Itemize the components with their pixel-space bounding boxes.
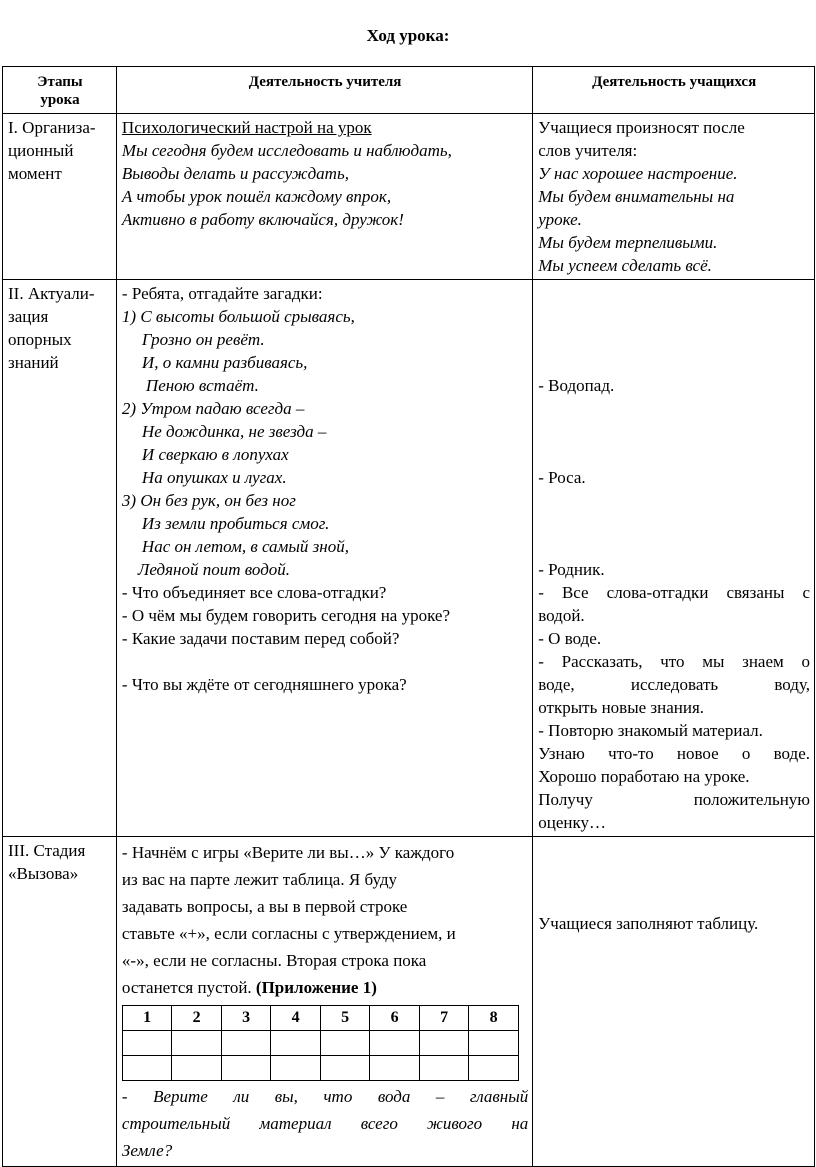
- header-students: Деятельность учащихся: [533, 67, 815, 114]
- students-cell: - Водопад. - Роса. - Родник. - Все слова-отгадки связаны с водой. - О воде. - Рассказать, что мы знаем о воде, исследовать воду, открыть новые знания. - Повторю знакомый материал. Узнаю что-то новое о воде. Хорошо поработаю на уроке. Получу положительную оценку…: [533, 280, 815, 837]
- header-teacher: Деятельность учителя: [116, 67, 532, 114]
- teacher-cell: Психологический настрой на урок Мы сегодня будем исследовать и наблюдать, Выводы делать и рассуждать, А чтобы урок пошёл каждому впрок, Активно в работу включайся, дружок!: [116, 114, 532, 280]
- teacher-cell: - Ребята, отгадайте загадки: 1) С высоты большой срываясь, Грозно он ревёт. И, о камни разбиваясь, Пеною встаёт. 2) Утром падаю всегда – Не дождинка, не звезда – И сверкаю в лопухах На опушках и лугах. 3) Он без рук, он без ног Из земли пробиться смог. Нас он летом, в самый зной, Ледяной поит водой. - Что объединяет все слова-отгадки? - О чём мы будем говорить сегодня на уроке? - Какие задачи поставим перед собой? - Что вы ждёте от сегодняшнего урока?: [116, 280, 532, 837]
- answer-grid: [122, 1005, 519, 1081]
- page-title: Ход урока:: [366, 26, 450, 45]
- grid-empty-row: [122, 1031, 518, 1056]
- appendix-ref: (Приложение 1): [255, 978, 377, 997]
- grid-empty-row: [122, 1056, 518, 1081]
- table-row: [3, 114, 815, 280]
- stage-cell: I. Организа- ционный момент: [3, 114, 117, 280]
- table-row: [3, 280, 815, 837]
- teacher-cell: - Начнём с игры «Верите ли вы…» У каждого из вас на парте лежит таблица. Я буду задавать вопросы, а вы в первой строке ставьте «+», если согласны с утверждением, и «-», если не согласны. Вторая строка пока останется пустой. (Приложение 1) 1 2 3 4 5 6 7 8 - Верите ли вы, что вода – главный строительный материал всего живого на Земле?: [116, 837, 532, 1167]
- stage-cell: III. Стадия «Вызова»: [3, 837, 117, 1167]
- stage-cell: II. Актуали- зация опорных знаний: [3, 280, 117, 837]
- section-heading: Психологический настрой на урок: [121, 118, 372, 137]
- grid-header-row: 1 2 3 4 5 6 7 8: [122, 1006, 518, 1031]
- students-cell: Учащиеся произносят после слов учителя: У нас хорошее настроение. Мы будем внимательны на уроке. Мы будем терпеливыми. Мы успеем сделать всё.: [533, 114, 815, 280]
- students-cell: Учащиеся заполняют таблицу.: [533, 837, 815, 1167]
- table-row: [3, 837, 815, 1167]
- lesson-table: [2, 66, 815, 1167]
- header-row: [3, 67, 815, 114]
- header-stage: Этапы урока: [3, 67, 117, 114]
